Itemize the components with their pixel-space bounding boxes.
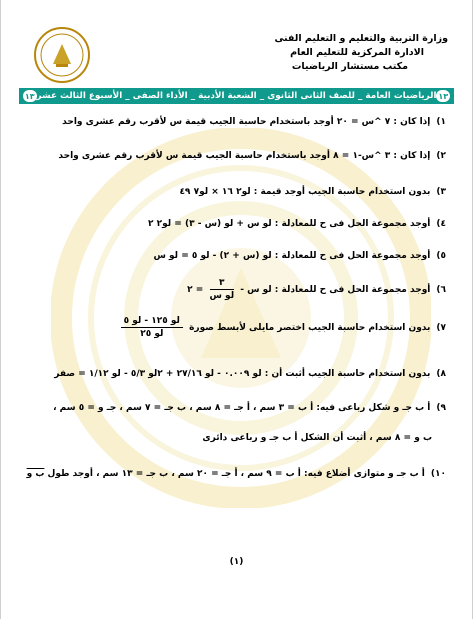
title-bar <box>19 88 454 104</box>
directorate-name: الادارة المركزية للتعليم العام <box>290 47 424 58</box>
week-number-right: ١٣ <box>438 91 449 101</box>
week-number-left: ١٣ <box>24 91 35 101</box>
question-9: ٩)أ ب جـ و شكل رباعى فيه: أ ب = ٣ سم ، أ جـ = ٨ سم ، ب جـ = ٧ سم ، جـ و = ٥ سم ، <box>53 403 446 413</box>
ministry-logo-icon <box>33 26 91 84</box>
question-9-cont: ب و = ٨ سم ، أثبت أن الشكل أ ب جـ و رباعى دائرى <box>202 433 432 443</box>
title-bar-text: الرياضيات العامة _ للصف الثانى الثانوى _ الشعبة الأدبية _ الأداء الصفى _ الأسبوع الثالث عشر <box>36 91 437 101</box>
header <box>19 24 454 86</box>
question-5: ٥)أوجد مجموعة الحل فى ح للمعادلة : لو (س + ٢) - لو ٥ = لو س <box>153 251 446 261</box>
page-number: (١) <box>229 557 244 567</box>
fraction-6: $\frac{٣}{\text{لو س}}$ <box>209 278 235 301</box>
fraction-7: $\frac{\text{لو ١٢٥ - لو ٥}}{\text{لو ٢٥}}$ <box>121 315 183 340</box>
question-6: ٦)أوجد مجموعة الحل فى ح للمعادلة : لو س - $\frac{٣}{\text{لو س}}$ = ٢ <box>187 278 446 301</box>
question-2: ٢)إذا كان : ٣ ^س-١ = ٨ أوجد باستخدام حاسبة الجيب قيمة س لأقرب رقم عشرى واحد <box>58 151 446 161</box>
ministry-name: وزارة التربية والتعليم و التعليم الفنى <box>274 33 448 44</box>
question-8: ٨)بدون استخدام حاسبة الجيب أثبت أن : لو ٠.٠٠٩ - لو ٢٧/١٦ + ٢لو ٥/٣ - لو ١/١٢ = صفر <box>54 369 446 379</box>
segment-bw: ب و <box>26 469 45 479</box>
question-10: ١٠)أ ب جـ و متوازى أضلاع فيه: أ ب = ٩ سم ، أ جـ = ٢٠ سم ، ب جـ = ١٣ سم ، أوجد طول ب و <box>26 469 446 479</box>
question-4: ٤)أوجد مجموعة الحل فى ح للمعادلة : لو س + لو (س - ٣) = لو٢ ٢ <box>148 219 446 229</box>
question-1: ١)إذا كان : ٧ ^س = ٢٠ أوجد باستخدام حاسبة الجيب قيمة س لأقرب رقم عشرى واحد <box>62 117 446 127</box>
question-7: ٧)بدون استخدام حاسبة الجيب اختصر مايلى لأبسط صورة $\frac{\text{لو ١٢٥ - لو ٥}}{\text{لو ٢٥}}$ <box>27 315 446 340</box>
organization-block <box>274 32 448 74</box>
office-name: مكتب مستشار الرياضيات <box>291 61 408 72</box>
question-3: ٣)بدون استخدام حاسبة الجيب أوجد قيمة : لو٢ ١٦ × لو٧ ٤٩ <box>179 187 446 197</box>
